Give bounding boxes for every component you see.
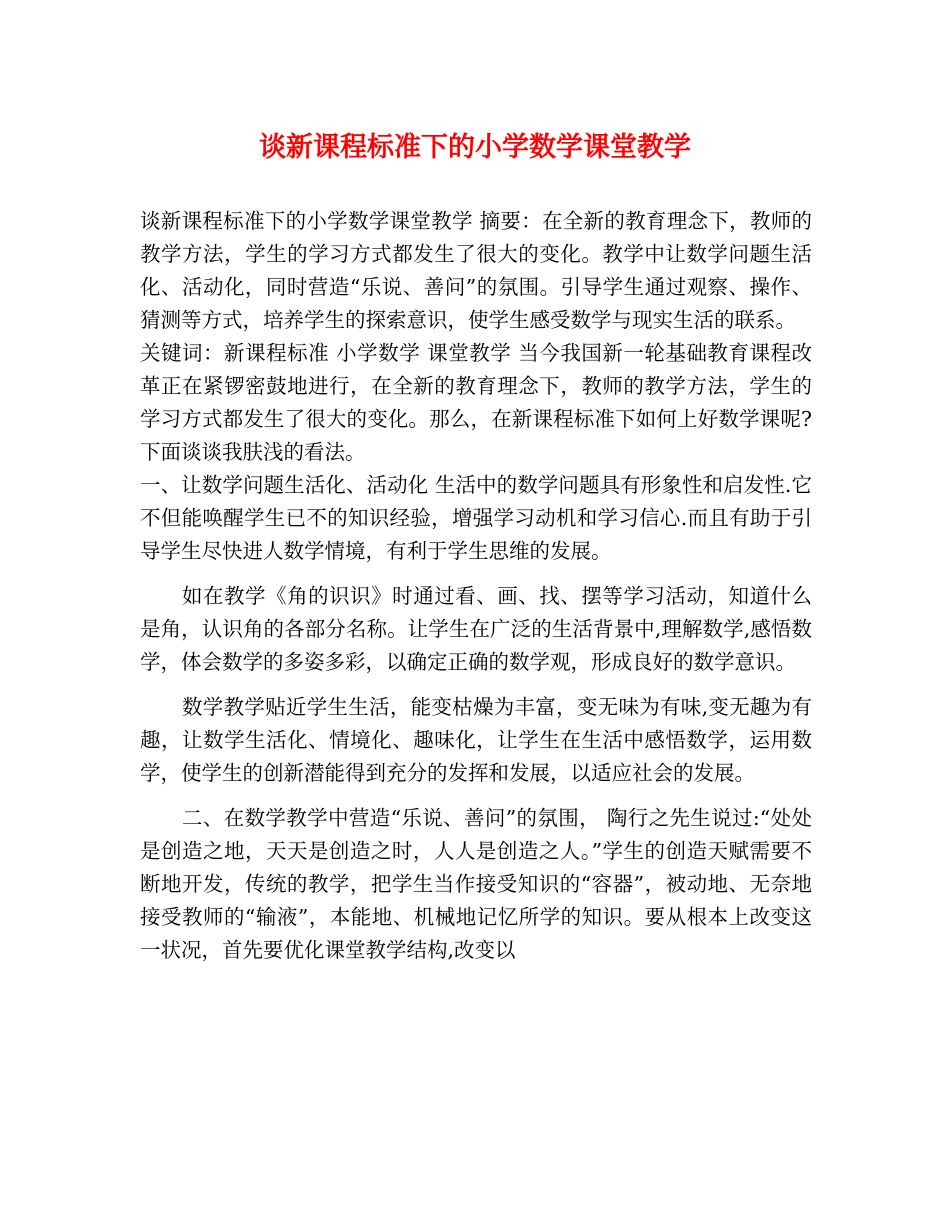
example-paragraph: 如在教学《角的识识》时通过看、画、找、摆等学习活动，知道什么是角，认识角的各部分名称。让学生在广泛的生活背景中,理解数学,感悟数学，体会数学的多姿多彩，以确定正确的数学观，形成良好的数学意识。 bbox=[140, 584, 812, 674]
keywords-paragraph: 关键词：新课程标准 小学数学 课堂教学 当今我国新一轮基础教育课程改革正在紧锣密鼓地进行，在全新的教育理念下，教师的教学方法，学生的学习方式都发生了很大的变化。那么，在新课程标准下如何上好数学课呢?下面谈谈我肤浅的看法。 bbox=[140, 341, 812, 464]
abstract-paragraph: 谈新课程标准下的小学数学课堂教学 摘要：在全新的教育理念下，教师的教学方法，学生的学习方式都发生了很大的变化。教学中让数学问题生活化、活动化，同时营造“乐说、善问”的氛围。引导学生通过观察、操作、猜测等方式，培养学生的探索意识，使学生感受数学与现实生活的联系。 bbox=[140, 209, 812, 332]
section-two-paragraph: 二、在数学教学中营造“乐说、善问”的氛围， 陶行之先生说过:“处处是创造之地，天天是创造之时，人人是创造之人。”学生的创造天赋需要不断地开发，传统的教学，把学生当作接受知识的“容器”，被动地、无奈地接受教师的“输液”，本能地、机械地记忆所学的知识。要从根本上改变这一状况，首先要优化课堂教学结构,改变以 bbox=[140, 806, 812, 962]
section-one-paragraph: 一、让数学问题生活化、活动化 生活中的数学问题具有形象性和启发性.它不但能唤醒学生已不的知识经验，增强学习动机和学习信心.而且有助于引导学生尽快进人数学情境，有利于学生思维的发展。 bbox=[140, 473, 812, 563]
document-title: 谈新课程标准下的小学数学课堂教学 bbox=[259, 132, 691, 163]
document-body bbox=[140, 205, 812, 967]
summary-paragraph: 数学教学贴近学生生活，能变枯燥为丰富，变无味为有味,变无趣为有趣，让数学生活化、情境化、趣味化，让学生在生活中感悟数学，运用数学，使学生的创新潜能得到充分的发挥和发展，以适应社会的发展。 bbox=[140, 695, 812, 785]
